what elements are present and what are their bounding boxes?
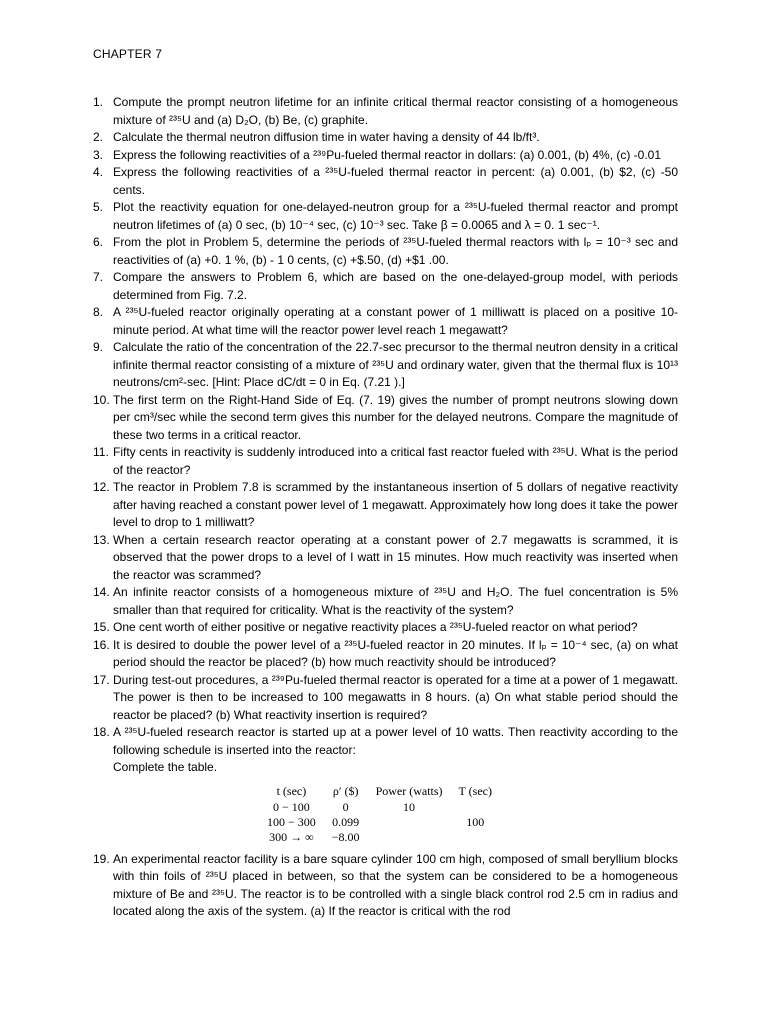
problem-item bbox=[93, 129, 678, 147]
chapter-title: CHAPTER 7 bbox=[93, 47, 163, 61]
problem-text: The reactor in Problem 7.8 is scrammed by the instantaneous insertion of 5 dollars of negative reactivity after having reached a constant power level of 1 megawatt. Approximately how long does it take the power level to drop to 1 milliwatt? bbox=[113, 480, 678, 529]
problem-item bbox=[93, 147, 678, 165]
problem-number: 19. bbox=[93, 851, 110, 866]
problem-text: From the plot in Problem 5, determine the periods of ²³⁵U-fueled thermal reactors with lₚ = 10⁻³ sec and reactivities of (a) +0. 1 %, (b) - 1 0 cents, (c) +$.50, (d) +$1 .00. bbox=[113, 235, 678, 267]
problem-item bbox=[93, 339, 678, 392]
problem-text: When a certain research reactor operating at a constant power of 2.7 megawatts is scrammed, it is observed that the power drops to a level of I watt in 15 minutes. How much reactivity was inserted when the reactor was scrammed? bbox=[113, 532, 678, 582]
problem-item bbox=[93, 584, 678, 619]
table-cell: 100 − 300 bbox=[267, 814, 316, 829]
problem-number: 16. bbox=[93, 637, 110, 652]
problem-number: 15. bbox=[93, 620, 110, 634]
problem-item bbox=[93, 479, 678, 532]
table-cell: 0 − 100 bbox=[273, 799, 310, 814]
table-row bbox=[259, 830, 500, 845]
table-cell bbox=[368, 830, 451, 845]
problem-text: A ²³⁵U-fueled research reactor is started up at a power level of 10 watts. Then reactivity according to the following schedule is inserted into the reactor: bbox=[113, 725, 678, 757]
table-header-cell: T (sec) bbox=[458, 783, 492, 798]
problem-item bbox=[93, 392, 678, 445]
table-cell: 100 bbox=[466, 814, 485, 829]
table-cell: 10 bbox=[403, 799, 416, 814]
problem-item bbox=[93, 234, 678, 269]
problem-number: 17. bbox=[93, 672, 110, 687]
table-cell bbox=[368, 815, 451, 830]
problem-item bbox=[93, 672, 678, 725]
problem-text: Express the following reactivities of a ²³⁹Pu-fueled thermal reactor in dollars: (a) 0.001, (b) 4%, (c) -0.01 bbox=[113, 147, 662, 162]
table-cell bbox=[451, 830, 500, 845]
problem-item bbox=[93, 619, 678, 637]
table-cell: −8.00 bbox=[331, 829, 360, 844]
problem-number: 8. bbox=[93, 305, 104, 319]
problem-item bbox=[93, 164, 678, 199]
problem-number: 11. bbox=[93, 445, 109, 459]
problem-number: 10. bbox=[93, 392, 110, 407]
problem-item bbox=[93, 444, 678, 479]
problem-number: 1. bbox=[93, 95, 104, 109]
problem-number: 12. bbox=[93, 480, 110, 494]
table-header-cell: t (sec) bbox=[276, 783, 307, 798]
table-cell bbox=[451, 800, 500, 815]
problem-item bbox=[93, 199, 678, 234]
reactivity-schedule-table bbox=[259, 784, 500, 845]
problem-number: 2. bbox=[93, 130, 104, 144]
problem-number: 13. bbox=[93, 532, 110, 547]
problem-item bbox=[93, 724, 678, 845]
problem-text: A ²³⁵U-fueled reactor originally operating at a constant power of 1 milliwatt is placed on a positive 10-minute period. At what time will the reactor power level reach 1 megawatt? bbox=[113, 305, 678, 337]
problem-item bbox=[93, 851, 678, 921]
problem-item bbox=[93, 94, 678, 129]
problem-number: 6. bbox=[93, 235, 104, 249]
table-header-cell: Power (watts) bbox=[375, 783, 443, 798]
table-row bbox=[259, 815, 500, 830]
table-cell: 300 → ∞ bbox=[269, 829, 314, 844]
problem-number: 9. bbox=[93, 340, 104, 354]
problem-number: 18. bbox=[93, 725, 110, 739]
problem-text: An experimental reactor facility is a bare square cylinder 100 cm high, composed of small beryllium blocks with thin foils of ²³⁵U placed in between, so that the system can be considered to be a homogeneous mixture of Be and ²³⁵U. The reactor is to be controlled with a single black control rod 2.5 cm in radius and located along the axis of the system. (a) If the reactor is critical with the rod bbox=[113, 851, 678, 918]
problem-item bbox=[93, 269, 678, 304]
problem-list bbox=[93, 94, 678, 921]
problem-number: 5. bbox=[93, 200, 104, 214]
table-row bbox=[259, 800, 500, 815]
problem-text: Compare the answers to Problem 6, which are based on the one-delayed-group model, with periods determined from Fig. 7.2. bbox=[113, 270, 678, 302]
problem-number: 14. bbox=[93, 585, 110, 599]
problem-text: During test-out procedures, a ²³⁹Pu-fueled thermal reactor is operated for a time at a power of 1 megawatt. The power is then to be increased to 100 megawatts in 8 hours. (a) On what stable period should the reactor be placed? (b) What reactivity insertion is required? bbox=[113, 672, 678, 722]
table-header-row bbox=[259, 784, 500, 800]
problem-text: Compute the prompt neutron lifetime for an infinite critical thermal reactor consisting of a homogeneous mixture of ²³⁵U and (a) D₂O, (b) Be, (c) graphite. bbox=[113, 95, 678, 127]
problem-text: The first term on the Right-Hand Side of Eq. (7. 19) gives the number of prompt neutrons slowing down per cm³/sec while the second term gives this number for the delayed neutrons. Compare the magnitude of these two terms in a critical reactor. bbox=[113, 392, 678, 442]
problem-item bbox=[93, 637, 678, 672]
table-cell: 0.099 bbox=[332, 814, 360, 829]
problem-text: Plot the reactivity equation for one-delayed-neutron group for a ²³⁵U-fueled thermal reactor and prompt neutron lifetimes of (a) 0 sec, (b) 10⁻⁴ sec, (c) 10⁻³ sec. Take β = 0.0065 and λ = 0. 1 sec⁻¹. bbox=[113, 200, 678, 232]
table-cell: 0 bbox=[342, 799, 349, 814]
problem-text: It is desired to double the power level of a ²³⁵U-fueled reactor in 20 minutes. If lₚ = 10⁻⁴ sec, (a) on what period should the reactor be placed? (b) how much reactivity should be introduced? bbox=[113, 637, 678, 669]
problem-text: Express the following reactivities of a ²³⁵U-fueled thermal reactor in percent: (a) 0.001, (b) $2, (c) -50 cents. bbox=[113, 165, 678, 197]
problem-item bbox=[93, 532, 678, 585]
problem-text: One cent worth of either positive or negative reactivity places a ²³⁵U-fueled reactor on what period? bbox=[113, 620, 638, 634]
problem-text: An infinite reactor consists of a homogeneous mixture of ²³⁵U and H₂O. The fuel concentration is 5% smaller than that required for criticality. What is the reactivity of the system? bbox=[113, 585, 678, 617]
problem-text: Calculate the thermal neutron diffusion time in water having a density of 44 lb/ft³. bbox=[113, 130, 540, 144]
table-header-cell: ρ′ ($) bbox=[332, 783, 359, 798]
problem-number: 7. bbox=[93, 270, 104, 284]
problem-text: Fifty cents in reactivity is suddenly introduced into a critical fast reactor fueled with ²³⁵U. What is the period of the reactor? bbox=[113, 445, 678, 477]
problem-number: 4. bbox=[93, 165, 104, 179]
problem-item bbox=[93, 304, 678, 339]
problem-text: Calculate the ratio of the concentration of the 22.7-sec precursor to the thermal neutron density in a critical infinite thermal reactor consisting of a mixture of ²³⁵U and ordinary water, given that the thermal flux is 10¹³ neutrons/cm²-sec. [Hint: Place dC/dt = 0 in Eq. (7.21 ).] bbox=[113, 340, 678, 389]
problem-number: 3. bbox=[93, 147, 104, 162]
table-instruction: Complete the table. bbox=[113, 760, 218, 774]
